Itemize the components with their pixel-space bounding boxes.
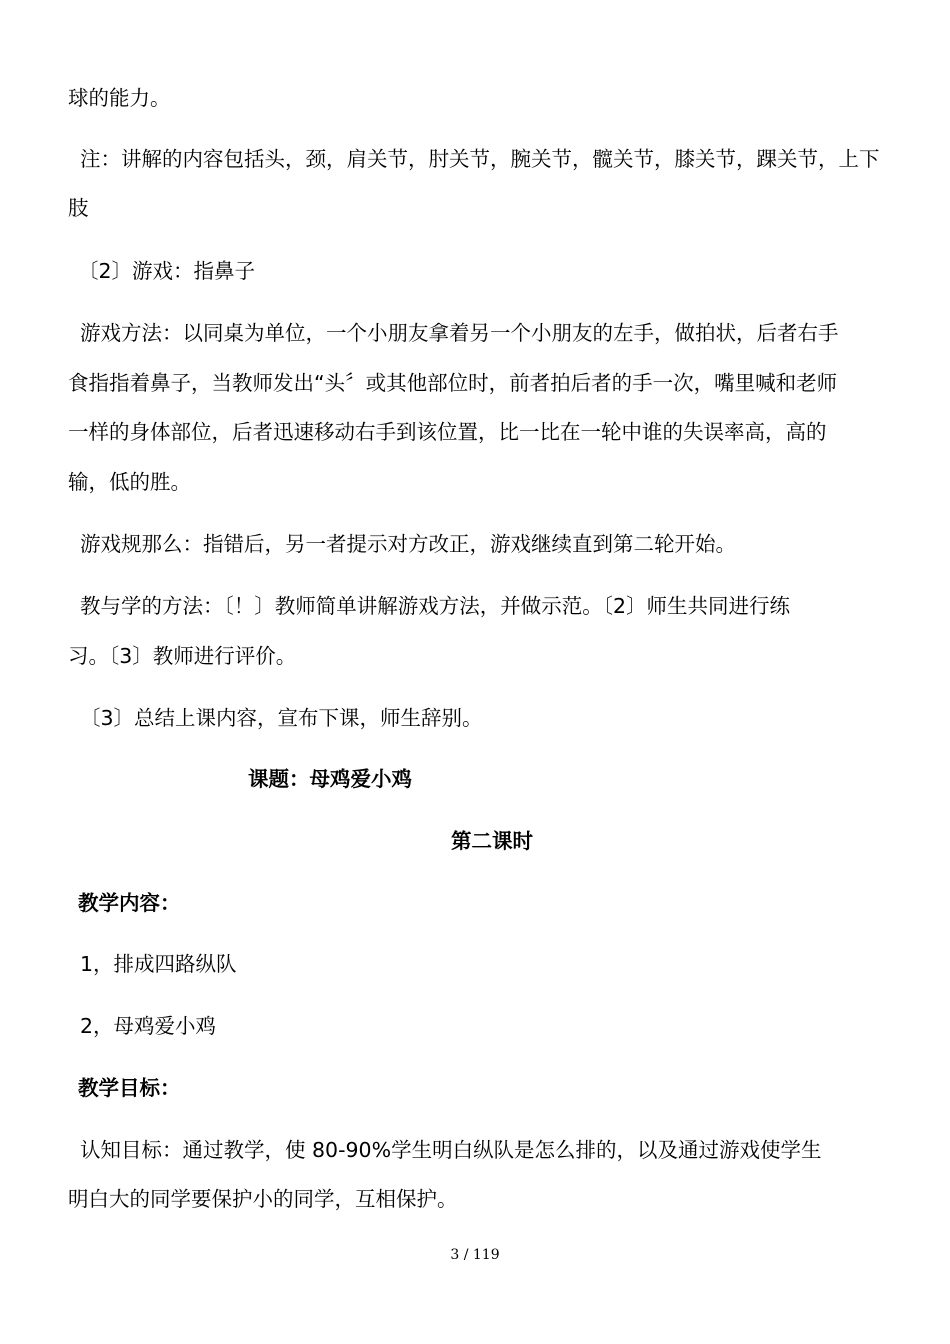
- section-title: 课题：母鸡爱小鸡: [248, 767, 412, 791]
- text-line: 明白大的同学要保护小的同学，互相保护。: [68, 1187, 458, 1211]
- text-line: 认知目标：通过教学，使 80-90%学生明白纵队是怎么排的，以及通过游戏使学生: [80, 1138, 822, 1162]
- list-item: 2，母鸡爱小鸡: [80, 1014, 217, 1038]
- text-line: 一样的身体部位，后者迅速移动右手到该位置，比一比在一轮中谁的失误率高，高的: [68, 420, 827, 444]
- page-number: 3 / 119: [450, 1247, 500, 1263]
- text-line: 〔3〕总结上课内容，宣布下课，师生辞别。: [80, 706, 483, 730]
- section-heading: 教学目标：: [78, 1076, 181, 1100]
- text-line: 〔2〕游戏：指鼻子: [78, 259, 256, 283]
- text-line: 肢: [68, 196, 89, 220]
- text-line: 游戏规那么：指错后，另一者提示对方改正，游戏继续直到第二轮开始。: [80, 532, 736, 556]
- text-line: 注：讲解的内容包括头，颈，肩关节，肘关节，腕关节，髋关节，膝关节，踝关节，上下: [80, 147, 880, 171]
- list-item: 1，排成四路纵队: [80, 952, 237, 976]
- lesson-subtitle: 第二课时: [451, 829, 533, 853]
- text-line: 教与学的方法：〔！〕教师简单讲解游戏方法，并做示范。〔2〕师生共同进行练: [80, 594, 791, 618]
- text-line: 食指指着鼻子，当教师发出“头〞或其他部位时，前者拍后者的手一次，嘴里喊和老师: [68, 371, 838, 395]
- text-line: 习。〔3〕教师进行评价。: [68, 644, 297, 668]
- section-heading: 教学内容：: [78, 891, 181, 915]
- text-line: 球的能力。: [68, 86, 171, 110]
- text-line: 游戏方法：以同桌为单位，一个小朋友拿着另一个小朋友的左手，做拍状，后者右手: [80, 321, 839, 345]
- text-line: 输，低的胜。: [68, 470, 191, 494]
